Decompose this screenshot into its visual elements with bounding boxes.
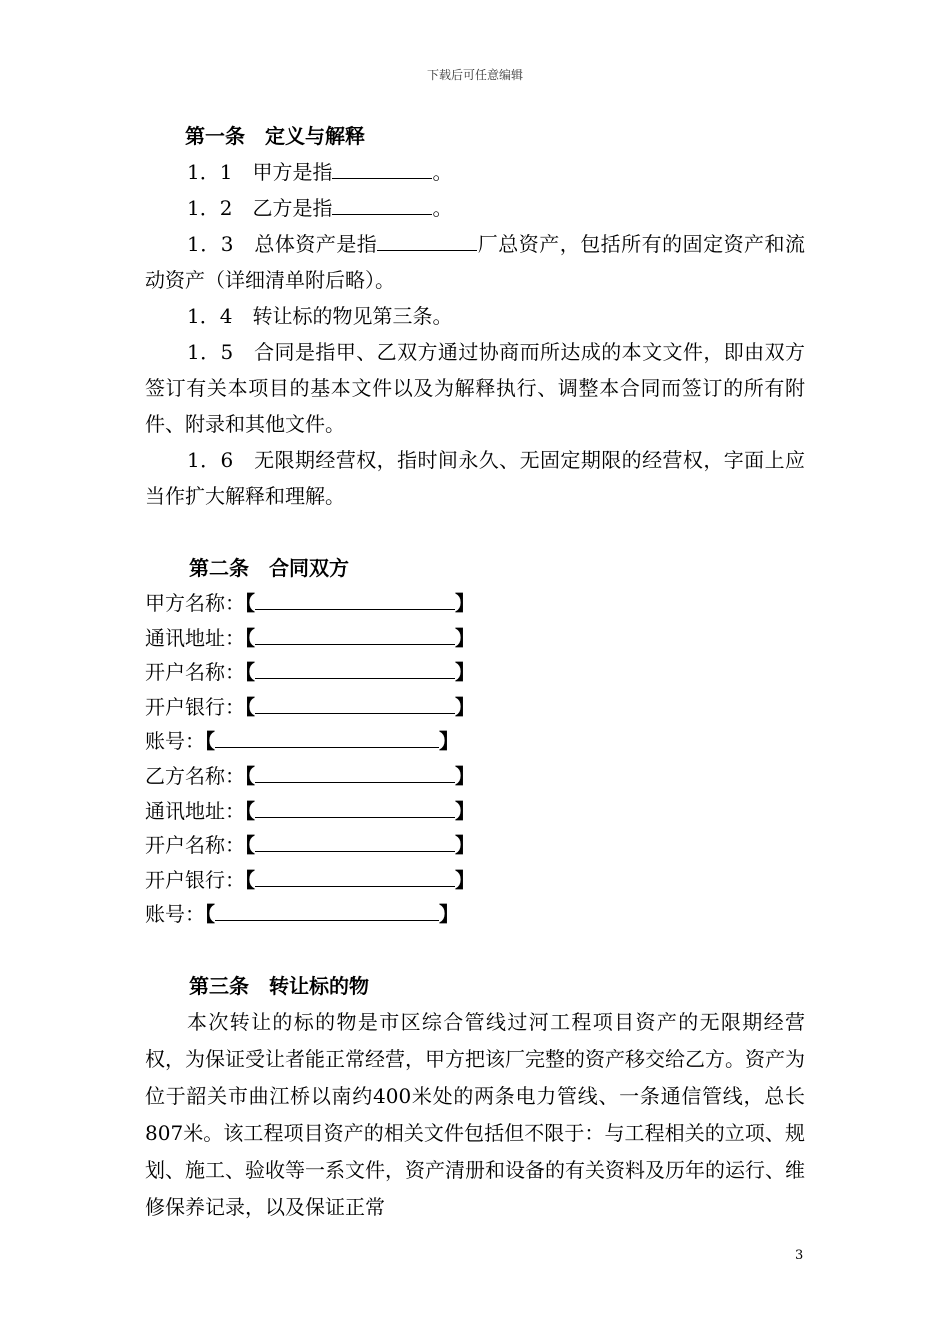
fill-blank[interactable] <box>255 691 455 714</box>
field-row: 乙方名称：【 】 <box>145 759 805 794</box>
page-number: 3 <box>795 1248 804 1263</box>
fill-blank[interactable] <box>215 725 439 748</box>
fill-blank[interactable] <box>332 192 432 215</box>
field-row: 甲方名称：【 】 <box>145 586 805 621</box>
fill-blank[interactable] <box>215 898 439 921</box>
section-1-title: 第一条 定义与解释 <box>185 124 365 148</box>
fill-blank[interactable] <box>255 587 455 610</box>
party-fields <box>145 586 805 932</box>
clause-1-4: 1．4 转让标的物见第三条。 <box>187 304 453 328</box>
field-row: 开户名称：【 】 <box>145 655 805 690</box>
clause-1-2: 1．2 乙方是指 。 <box>145 190 805 226</box>
field-row: 开户银行：【 】 <box>145 690 805 725</box>
section-3-body: 本次转让的标的物是市区综合管线过河工程项目资产的无限期经营权，为保证受让者能正常经营，甲方把该厂完整的资产移交给乙方。资产为位于韶关市曲江桥以南约400米处的两条电力管线、一条通信管线，总长807米。该工程项目资产的相关文件包括但不限于：与工程相关的立项、规划、施工、验收等一系文件，资产清册和设备的有关资料及历年的运行、维修保养记录，以及保证正常 <box>145 1009 805 1219</box>
clause-1-5: 1．5 合同是指甲、乙双方通过协商而所达成的本文文件，即由双方签订有关本项目的基本文件以及为解释执行、调整本合同而签订的所有附件、附录和其他文件。 <box>145 340 806 436</box>
fill-blank[interactable] <box>377 228 477 251</box>
fill-blank[interactable] <box>255 622 455 645</box>
field-row: 开户银行：【 】 <box>145 863 805 898</box>
document-body <box>145 118 805 1226</box>
section-3-title: 第三条 转让标的物 <box>189 973 369 998</box>
fill-blank[interactable] <box>255 760 455 783</box>
fill-blank[interactable] <box>332 156 432 179</box>
page-header: 下载后可任意编辑 <box>426 68 523 82</box>
clause-1-6: 1．6 无限期经营权，指时间永久、无固定期限的经营权，字面上应当作扩大解释和理解。 <box>145 448 806 508</box>
section-2-title: 第二条 合同双方 <box>189 556 349 580</box>
field-row: 通讯地址：【 】 <box>145 621 805 656</box>
fill-blank[interactable] <box>255 795 455 818</box>
clause-1-1: 1．1 甲方是指 。 <box>145 154 805 190</box>
fill-blank[interactable] <box>255 656 455 679</box>
field-row: 开户名称：【 】 <box>145 828 805 863</box>
field-row: 账号：【 】 <box>145 724 805 759</box>
field-row: 通讯地址：【 】 <box>145 794 805 829</box>
fill-blank[interactable] <box>255 864 455 887</box>
fill-blank[interactable] <box>255 829 455 852</box>
clause-1-3: 1．3 总体资产是指 厂总资产，包括所有的固定资产和流动资产（详细清单附后略）。 <box>145 226 805 298</box>
field-row: 账号：【 】 <box>145 897 805 932</box>
